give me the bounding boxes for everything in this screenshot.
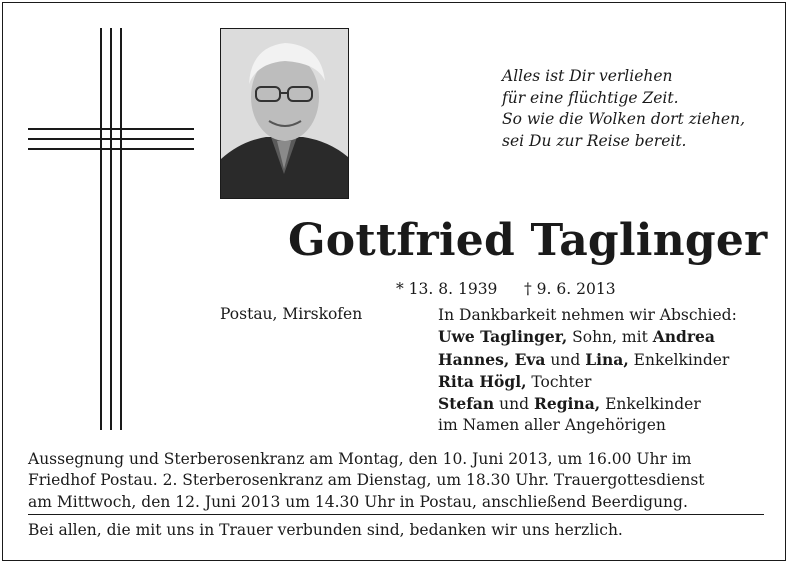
death-date: † 9. 6. 2013 (524, 280, 616, 298)
divider (28, 514, 764, 515)
cross-icon (28, 28, 194, 430)
poem (502, 66, 772, 152)
service-line: Aussegnung und Sterberosenkranz am Montag, den 10. Juni 2013, um 16.00 Uhr im (28, 450, 692, 468)
poem-line: Alles ist Dir verliehen (502, 67, 673, 85)
thanks-intro: In Dankbarkeit nehmen wir Abschied: (438, 306, 737, 324)
family-line: Hannes, Eva und Lina, Enkelkinder (438, 349, 730, 369)
service-line: Friedhof Postau. 2. Sterberosenkranz am Dienstag, um 18.30 Uhr. Trauergottesdienst (28, 471, 705, 490)
poem-line: für eine flüchtige Zeit. (502, 88, 679, 107)
family-line: Uwe Taglinger, Sohn, mit Andrea (438, 327, 715, 347)
closing-note: Bei allen, die mit uns in Trauer verbunden sind, bedanken wir uns herzlich. (28, 521, 623, 539)
family-list (438, 305, 737, 437)
poem-line: So wie die Wolken dort ziehen, (502, 110, 746, 128)
place: Postau, Mirskofen (220, 305, 363, 323)
portrait-photo (220, 28, 349, 199)
thanks-outro: im Namen aller Angehörigen (438, 416, 666, 435)
family-line: Stefan und Regina, Enkelkinder (438, 394, 701, 414)
service-line: am Mittwoch, den 12. Juni 2013 um 14.30 Uhr in Postau, anschließend Beerdigung. (28, 492, 688, 511)
poem-line: sei Du zur Reise bereit. (502, 131, 687, 150)
deceased-name: Gottfried Taglinger (288, 215, 768, 266)
service-details (28, 449, 764, 513)
birth-date: * 13. 8. 1939 (396, 280, 498, 298)
family-line: Rita Högl, Tochter (438, 371, 592, 391)
